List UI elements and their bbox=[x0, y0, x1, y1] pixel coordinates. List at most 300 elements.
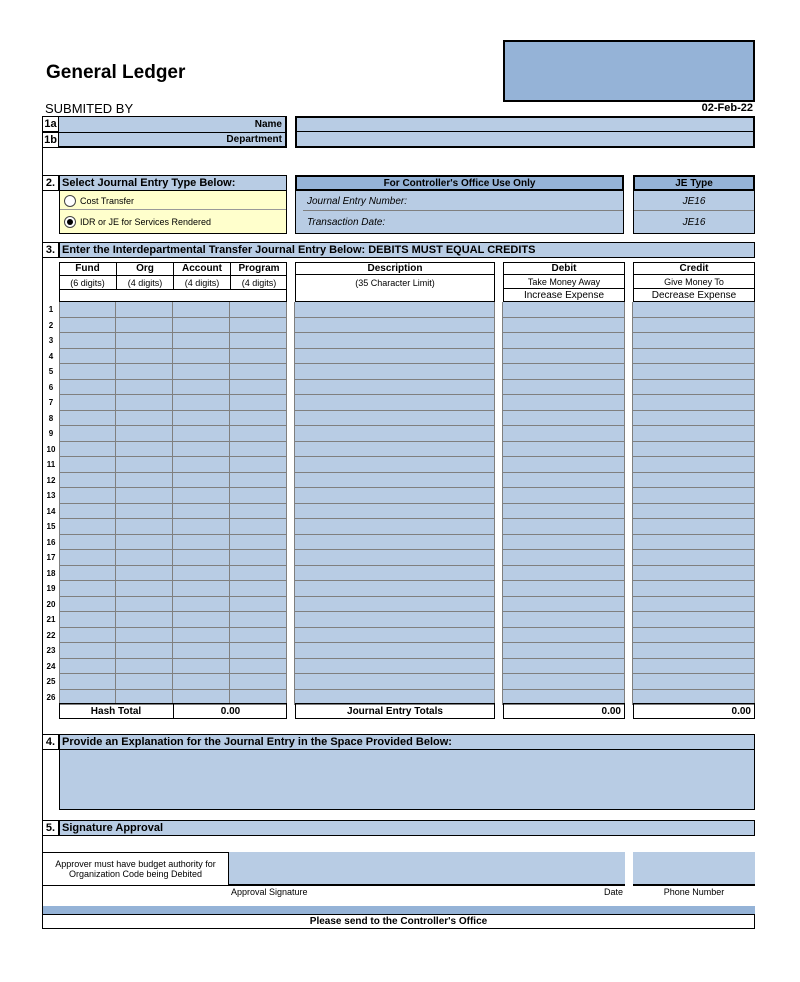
grid-spacer bbox=[287, 504, 295, 520]
grid-spacer bbox=[625, 566, 633, 582]
grid-spacer bbox=[625, 519, 633, 535]
column-debit: Debit bbox=[503, 262, 625, 275]
fund-cell[interactable] bbox=[59, 488, 116, 504]
account-cell[interactable] bbox=[173, 674, 230, 690]
grid-spacer bbox=[287, 333, 295, 349]
row-number: 15 bbox=[46, 522, 56, 532]
grid-spacer bbox=[287, 581, 295, 597]
description-cell[interactable] bbox=[295, 612, 495, 628]
fund-cell[interactable] bbox=[59, 597, 116, 613]
org-cell[interactable] bbox=[116, 504, 173, 520]
section-4-title: Provide an Explanation for the Journal Entry in the Space Provided Below: bbox=[59, 734, 755, 750]
section-4-number: 4. bbox=[42, 734, 59, 750]
account-cell[interactable] bbox=[173, 643, 230, 659]
grid-spacer bbox=[625, 659, 633, 675]
column-debit-sub: Take Money Away bbox=[503, 276, 625, 289]
credit-cell[interactable] bbox=[633, 566, 755, 582]
grid-spacer bbox=[495, 442, 503, 458]
fund-cell[interactable] bbox=[59, 318, 116, 334]
account-cell[interactable] bbox=[173, 550, 230, 566]
column-description-sub: (35 Character Limit) bbox=[355, 277, 435, 288]
credit-cell[interactable] bbox=[633, 442, 755, 458]
debit-cell[interactable] bbox=[503, 535, 625, 551]
grid-spacer bbox=[625, 457, 633, 473]
grid-spacer bbox=[287, 628, 295, 644]
grid-spacer bbox=[625, 411, 633, 427]
row-number: 24 bbox=[46, 661, 56, 671]
account-cell[interactable] bbox=[173, 566, 230, 582]
grid-spacer bbox=[625, 581, 633, 597]
option-idr-je-label: IDR or JE for Services Rendered bbox=[80, 217, 212, 227]
grid-spacer bbox=[625, 674, 633, 690]
account-cell[interactable] bbox=[173, 504, 230, 520]
org-cell[interactable] bbox=[116, 442, 173, 458]
transaction-date-label: Transaction Date: bbox=[307, 216, 386, 228]
section-2-title: Select Journal Entry Type Below: bbox=[59, 175, 287, 191]
column-org: Org bbox=[116, 262, 173, 275]
org-cell[interactable] bbox=[116, 535, 173, 551]
explanation-field[interactable] bbox=[59, 750, 755, 810]
row-number: 10 bbox=[46, 444, 56, 454]
program-cell[interactable] bbox=[230, 659, 287, 675]
org-cell[interactable] bbox=[116, 612, 173, 628]
date-value: 02-Feb-22 bbox=[701, 102, 753, 114]
org-cell[interactable] bbox=[116, 380, 173, 396]
fund-cell[interactable] bbox=[59, 519, 116, 535]
grid-spacer bbox=[287, 674, 295, 690]
org-cell[interactable] bbox=[116, 519, 173, 535]
grid-spacer bbox=[287, 519, 295, 535]
description-cell[interactable] bbox=[295, 411, 495, 427]
description-cell[interactable] bbox=[295, 674, 495, 690]
org-cell[interactable] bbox=[116, 597, 173, 613]
description-cell[interactable] bbox=[295, 380, 495, 396]
org-cell[interactable] bbox=[116, 473, 173, 489]
grid-spacer bbox=[495, 581, 503, 597]
row-number: 6 bbox=[48, 382, 54, 392]
header-divider bbox=[59, 275, 287, 276]
row-number: 12 bbox=[46, 475, 56, 485]
row-number: 16 bbox=[46, 537, 56, 547]
program-cell[interactable] bbox=[230, 426, 287, 442]
fund-cell[interactable] bbox=[59, 473, 116, 489]
account-cell[interactable] bbox=[173, 628, 230, 644]
grid-spacer bbox=[495, 318, 503, 334]
grid-spacer bbox=[495, 612, 503, 628]
debit-cell[interactable] bbox=[503, 488, 625, 504]
column-credit-sub2: Decrease Expense bbox=[651, 290, 737, 301]
row-number: 17 bbox=[46, 553, 56, 563]
account-cell[interactable] bbox=[173, 535, 230, 551]
account-cell[interactable] bbox=[173, 426, 230, 442]
description-cell[interactable] bbox=[295, 349, 495, 365]
fund-cell[interactable] bbox=[59, 504, 116, 520]
row-number: 26 bbox=[46, 692, 56, 702]
account-cell[interactable] bbox=[173, 612, 230, 628]
logo-box[interactable] bbox=[503, 40, 755, 102]
radio-cost-transfer-icon[interactable] bbox=[64, 195, 76, 207]
debit-cell[interactable] bbox=[503, 333, 625, 349]
debit-cell[interactable] bbox=[503, 457, 625, 473]
description-cell[interactable] bbox=[295, 364, 495, 380]
debit-cell[interactable] bbox=[503, 411, 625, 427]
grid-spacer bbox=[495, 333, 503, 349]
grid-spacer bbox=[495, 457, 503, 473]
approver-note: Approver must have budget authority for Organization Code being Debited bbox=[42, 852, 229, 886]
program-cell[interactable] bbox=[230, 550, 287, 566]
debit-cell[interactable] bbox=[503, 302, 625, 318]
description-cell[interactable] bbox=[295, 550, 495, 566]
program-cell[interactable] bbox=[230, 457, 287, 473]
debit-cell[interactable] bbox=[503, 550, 625, 566]
program-cell[interactable] bbox=[230, 302, 287, 318]
section-3-number: 3. bbox=[42, 242, 59, 258]
org-cell[interactable] bbox=[116, 674, 173, 690]
grid-spacer bbox=[287, 597, 295, 613]
debit-cell[interactable] bbox=[503, 395, 625, 411]
account-cell[interactable] bbox=[173, 333, 230, 349]
description-cell[interactable] bbox=[295, 659, 495, 675]
program-cell[interactable] bbox=[230, 349, 287, 365]
row-number: 5 bbox=[48, 367, 54, 377]
credit-cell[interactable] bbox=[633, 628, 755, 644]
description-cell[interactable] bbox=[295, 473, 495, 489]
credit-cell[interactable] bbox=[633, 550, 755, 566]
row-number: 1 bbox=[48, 305, 54, 315]
grid-spacer bbox=[625, 535, 633, 551]
org-cell[interactable] bbox=[116, 364, 173, 380]
grid-spacer bbox=[625, 442, 633, 458]
description-cell[interactable] bbox=[295, 426, 495, 442]
credit-cell[interactable] bbox=[633, 504, 755, 520]
date-label: Date bbox=[603, 887, 623, 897]
program-cell[interactable] bbox=[230, 411, 287, 427]
row-number: 25 bbox=[46, 677, 56, 687]
account-cell[interactable] bbox=[173, 380, 230, 396]
debit-cell[interactable] bbox=[503, 318, 625, 334]
program-cell[interactable] bbox=[230, 488, 287, 504]
account-cell[interactable] bbox=[173, 318, 230, 334]
program-cell[interactable] bbox=[230, 581, 287, 597]
fund-cell[interactable] bbox=[59, 333, 116, 349]
fund-cell[interactable] bbox=[59, 426, 116, 442]
program-cell[interactable] bbox=[230, 333, 287, 349]
credit-cell[interactable] bbox=[633, 659, 755, 675]
program-cell[interactable] bbox=[230, 473, 287, 489]
org-cell[interactable] bbox=[116, 411, 173, 427]
column-program: Program bbox=[230, 262, 287, 275]
grid-spacer bbox=[495, 659, 503, 675]
description-cell[interactable] bbox=[295, 442, 495, 458]
debit-cell[interactable] bbox=[503, 566, 625, 582]
fund-cell[interactable] bbox=[59, 566, 116, 582]
debit-cell[interactable] bbox=[503, 597, 625, 613]
grid-spacer bbox=[625, 597, 633, 613]
fund-cell[interactable] bbox=[59, 442, 116, 458]
debit-total: 0.00 bbox=[503, 703, 625, 719]
fund-cell[interactable] bbox=[59, 302, 116, 318]
row-number: 7 bbox=[48, 398, 54, 408]
credit-cell[interactable] bbox=[633, 488, 755, 504]
program-cell[interactable] bbox=[230, 628, 287, 644]
debit-cell[interactable] bbox=[503, 612, 625, 628]
program-cell[interactable] bbox=[230, 674, 287, 690]
org-cell[interactable] bbox=[116, 457, 173, 473]
debit-cell[interactable] bbox=[503, 380, 625, 396]
program-cell[interactable] bbox=[230, 612, 287, 628]
description-cell[interactable] bbox=[295, 488, 495, 504]
row-number: 19 bbox=[46, 584, 56, 594]
org-cell[interactable] bbox=[116, 333, 173, 349]
phone-number-label: Phone Number bbox=[663, 887, 725, 897]
page-title: General Ledger bbox=[46, 62, 186, 83]
grid-spacer bbox=[495, 364, 503, 380]
account-cell[interactable] bbox=[173, 364, 230, 380]
row-number: 21 bbox=[46, 615, 56, 625]
fund-cell[interactable] bbox=[59, 380, 116, 396]
hash-total-value: 0.00 bbox=[173, 703, 287, 719]
grid-spacer bbox=[495, 473, 503, 489]
account-cell[interactable] bbox=[173, 473, 230, 489]
credit-cell[interactable] bbox=[633, 395, 755, 411]
program-cell[interactable] bbox=[230, 643, 287, 659]
debit-cell[interactable] bbox=[503, 442, 625, 458]
grid-spacer bbox=[287, 457, 295, 473]
grid-spacer bbox=[625, 426, 633, 442]
row-number-1b: 1b bbox=[42, 132, 59, 148]
description-cell[interactable] bbox=[295, 566, 495, 582]
credit-cell[interactable] bbox=[633, 473, 755, 489]
row-number: 20 bbox=[46, 599, 56, 609]
program-cell[interactable] bbox=[230, 535, 287, 551]
grid-spacer bbox=[287, 612, 295, 628]
program-cell[interactable] bbox=[230, 364, 287, 380]
program-cell[interactable] bbox=[230, 504, 287, 520]
program-cell[interactable] bbox=[230, 442, 287, 458]
account-cell[interactable] bbox=[173, 519, 230, 535]
fund-cell[interactable] bbox=[59, 628, 116, 644]
account-cell[interactable] bbox=[173, 349, 230, 365]
grid-spacer bbox=[495, 597, 503, 613]
description-cell[interactable] bbox=[295, 628, 495, 644]
grid-spacer bbox=[287, 690, 295, 706]
credit-cell[interactable] bbox=[633, 643, 755, 659]
account-cell[interactable] bbox=[173, 659, 230, 675]
approval-signature-field[interactable] bbox=[229, 852, 625, 886]
grid-spacer bbox=[287, 473, 295, 489]
column-org-sub: (4 digits) bbox=[116, 276, 173, 289]
account-cell[interactable] bbox=[173, 302, 230, 318]
grid-spacer bbox=[495, 349, 503, 365]
program-cell[interactable] bbox=[230, 519, 287, 535]
grid-spacer bbox=[287, 318, 295, 334]
credit-cell[interactable] bbox=[633, 302, 755, 318]
column-account-sub: (4 digits) bbox=[173, 276, 230, 289]
credit-cell[interactable] bbox=[633, 581, 755, 597]
fund-cell[interactable] bbox=[59, 457, 116, 473]
credit-cell[interactable] bbox=[633, 426, 755, 442]
org-cell[interactable] bbox=[116, 628, 173, 644]
fund-cell[interactable] bbox=[59, 659, 116, 675]
org-cell[interactable] bbox=[116, 426, 173, 442]
credit-cell[interactable] bbox=[633, 535, 755, 551]
description-cell[interactable] bbox=[295, 457, 495, 473]
org-cell[interactable] bbox=[116, 566, 173, 582]
credit-cell[interactable] bbox=[633, 333, 755, 349]
org-cell[interactable] bbox=[116, 349, 173, 365]
description-cell[interactable] bbox=[295, 504, 495, 520]
column-fund-sub: (6 digits) bbox=[70, 277, 105, 288]
grid-spacer bbox=[495, 302, 503, 318]
account-cell[interactable] bbox=[173, 457, 230, 473]
grid-spacer bbox=[625, 349, 633, 365]
row-number: 2 bbox=[48, 320, 54, 330]
phone-number-field[interactable] bbox=[633, 852, 755, 886]
account-cell[interactable] bbox=[173, 597, 230, 613]
name-field[interactable] bbox=[295, 116, 755, 132]
fund-cell[interactable] bbox=[59, 364, 116, 380]
account-cell[interactable] bbox=[173, 411, 230, 427]
org-cell[interactable] bbox=[116, 488, 173, 504]
grid-spacer bbox=[625, 380, 633, 396]
grid-spacer bbox=[287, 395, 295, 411]
credit-cell[interactable] bbox=[633, 380, 755, 396]
org-cell[interactable] bbox=[116, 302, 173, 318]
grid-spacer bbox=[625, 473, 633, 489]
credit-cell[interactable] bbox=[633, 457, 755, 473]
account-cell[interactable] bbox=[173, 488, 230, 504]
fund-cell[interactable] bbox=[59, 411, 116, 427]
section-5-title: Signature Approval bbox=[59, 820, 755, 836]
grid-spacer bbox=[495, 395, 503, 411]
description-cell[interactable] bbox=[295, 581, 495, 597]
debit-cell[interactable] bbox=[503, 674, 625, 690]
je-type-value-1: JE16 bbox=[634, 192, 754, 211]
grid-spacer bbox=[287, 566, 295, 582]
footer-message: Please send to the Controller's Office bbox=[42, 914, 755, 929]
approval-signature-label: Approval Signature bbox=[231, 887, 308, 897]
fund-cell[interactable] bbox=[59, 349, 116, 365]
debit-cell[interactable] bbox=[503, 581, 625, 597]
fund-cell[interactable] bbox=[59, 550, 116, 566]
credit-cell[interactable] bbox=[633, 612, 755, 628]
debit-cell[interactable] bbox=[503, 473, 625, 489]
org-cell[interactable] bbox=[116, 659, 173, 675]
fund-cell[interactable] bbox=[59, 612, 116, 628]
description-cell[interactable] bbox=[295, 318, 495, 334]
journal-entry-totals-label: Journal Entry Totals bbox=[295, 703, 495, 719]
row-number: 23 bbox=[46, 646, 56, 656]
org-cell[interactable] bbox=[116, 581, 173, 597]
debit-cell[interactable] bbox=[503, 426, 625, 442]
grid-spacer bbox=[495, 504, 503, 520]
department-label: Department bbox=[59, 132, 285, 146]
description-cell[interactable] bbox=[295, 395, 495, 411]
column-credit-sub: Give Money To bbox=[633, 276, 755, 289]
credit-cell[interactable] bbox=[633, 674, 755, 690]
grid-left-line bbox=[59, 302, 60, 705]
description-cell[interactable] bbox=[295, 643, 495, 659]
program-cell[interactable] bbox=[230, 318, 287, 334]
grid-spacer bbox=[495, 550, 503, 566]
debit-cell[interactable] bbox=[503, 349, 625, 365]
section-5-number: 5. bbox=[42, 820, 59, 836]
credit-cell[interactable] bbox=[633, 519, 755, 535]
org-cell[interactable] bbox=[116, 643, 173, 659]
row-number: 14 bbox=[46, 506, 56, 516]
description-cell[interactable] bbox=[295, 302, 495, 318]
grid-spacer bbox=[625, 504, 633, 520]
radio-idr-je-icon[interactable] bbox=[64, 216, 76, 228]
grid-spacer bbox=[625, 628, 633, 644]
grid-spacer bbox=[287, 535, 295, 551]
program-cell[interactable] bbox=[230, 395, 287, 411]
credit-cell[interactable] bbox=[633, 349, 755, 365]
fund-cell[interactable] bbox=[59, 581, 116, 597]
debit-cell[interactable] bbox=[503, 659, 625, 675]
credit-cell[interactable] bbox=[633, 318, 755, 334]
footer-bar bbox=[43, 906, 755, 914]
program-cell[interactable] bbox=[230, 566, 287, 582]
credit-cell[interactable] bbox=[633, 411, 755, 427]
section-2-number: 2. bbox=[42, 175, 59, 191]
fund-cell[interactable] bbox=[59, 395, 116, 411]
org-cell[interactable] bbox=[116, 550, 173, 566]
grid-spacer bbox=[625, 643, 633, 659]
credit-cell[interactable] bbox=[633, 364, 755, 380]
account-cell[interactable] bbox=[173, 442, 230, 458]
row-number: 8 bbox=[48, 413, 54, 423]
column-description: Description bbox=[295, 262, 495, 275]
description-cell[interactable] bbox=[295, 333, 495, 349]
department-field[interactable] bbox=[295, 132, 755, 148]
grid-spacer bbox=[495, 535, 503, 551]
column-debit-sub2: Increase Expense bbox=[523, 290, 605, 301]
org-cell[interactable] bbox=[116, 318, 173, 334]
name-label: Name bbox=[59, 117, 285, 132]
grid-spacer bbox=[495, 674, 503, 690]
description-cell[interactable] bbox=[295, 535, 495, 551]
org-cell[interactable] bbox=[116, 395, 173, 411]
account-cell[interactable] bbox=[173, 395, 230, 411]
journal-entry-number-label: Journal Entry Number: bbox=[303, 192, 623, 211]
fund-cell[interactable] bbox=[59, 535, 116, 551]
debit-cell[interactable] bbox=[503, 628, 625, 644]
grid-spacer bbox=[287, 550, 295, 566]
grid-spacer bbox=[625, 488, 633, 504]
grid-spacer bbox=[625, 690, 633, 706]
row-number: 11 bbox=[46, 460, 56, 470]
program-cell[interactable] bbox=[230, 380, 287, 396]
option-cost-transfer[interactable] bbox=[60, 192, 286, 210]
fund-cell[interactable] bbox=[59, 674, 116, 690]
option-idr-je[interactable] bbox=[60, 212, 286, 232]
account-cell[interactable] bbox=[173, 581, 230, 597]
debit-cell[interactable] bbox=[503, 519, 625, 535]
grid-spacer bbox=[287, 426, 295, 442]
row-number: 9 bbox=[48, 429, 54, 439]
description-cell[interactable] bbox=[295, 519, 495, 535]
debit-cell[interactable] bbox=[503, 364, 625, 380]
debit-cell[interactable] bbox=[503, 504, 625, 520]
debit-cell[interactable] bbox=[503, 643, 625, 659]
grid-spacer bbox=[287, 643, 295, 659]
fund-cell[interactable] bbox=[59, 643, 116, 659]
grid-spacer bbox=[625, 364, 633, 380]
program-cell[interactable] bbox=[230, 597, 287, 613]
credit-cell[interactable] bbox=[633, 597, 755, 613]
description-cell[interactable] bbox=[295, 597, 495, 613]
